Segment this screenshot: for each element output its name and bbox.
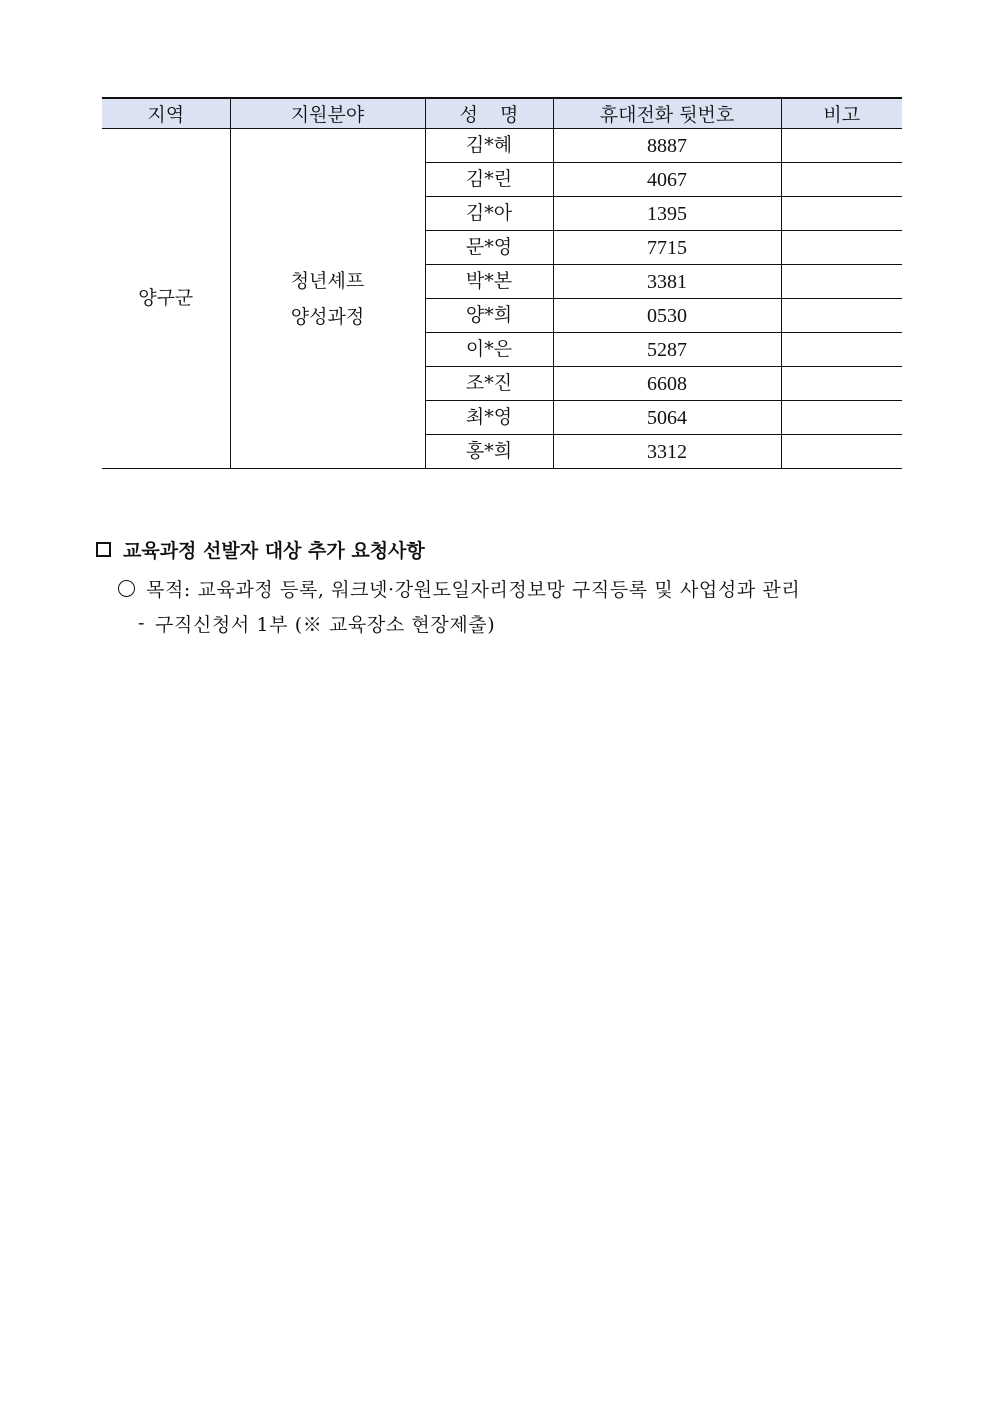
name-cell: 김*린	[425, 163, 553, 197]
document-text: 구직신청서 1부 (※ 교육장소 현장제출)	[155, 613, 496, 636]
note-cell	[781, 231, 902, 265]
field-cell	[230, 129, 425, 469]
name-cell: 문*영	[425, 231, 553, 265]
name-cell: 최*영	[425, 401, 553, 435]
table-row	[102, 129, 902, 163]
note-cell	[781, 129, 902, 163]
phone-cell: 3381	[553, 265, 781, 299]
name-cell: 홍*희	[425, 435, 553, 469]
field-line-2: 양성과정	[290, 305, 365, 328]
phone-cell: 5287	[553, 333, 781, 367]
phone-cell: 1395	[553, 197, 781, 231]
phone-cell: 4067	[553, 163, 781, 197]
trainee-table	[102, 97, 902, 469]
purpose-text: 목적: 교육과정 등록, 워크넷·강원도일자리정보망 구직등록 및 사업성과 관리	[146, 578, 801, 601]
field-line-1: 청년셰프	[290, 269, 365, 292]
section-heading	[96, 534, 902, 564]
name-cell: 박*본	[425, 265, 553, 299]
header-name	[425, 98, 553, 129]
header-name-label: 성명	[459, 104, 541, 126]
header-note: 비고	[781, 98, 902, 129]
circle-bullet-icon	[118, 580, 135, 597]
note-cell	[781, 367, 902, 401]
dash-bullet-icon: -	[138, 612, 146, 634]
phone-cell: 3312	[553, 435, 781, 469]
request-section	[96, 534, 902, 638]
note-cell	[781, 435, 902, 469]
purpose-line	[118, 573, 902, 603]
header-phone: 휴대전화 뒷번호	[553, 98, 781, 129]
phone-cell: 6608	[553, 367, 781, 401]
square-bullet-icon	[96, 542, 111, 557]
phone-cell: 5064	[553, 401, 781, 435]
header-field: 지원분야	[230, 98, 425, 129]
note-cell	[781, 197, 902, 231]
note-cell	[781, 163, 902, 197]
note-cell	[781, 265, 902, 299]
section-title: 교육과정 선발자 대상 추가 요청사항	[123, 539, 425, 562]
region-cell: 양구군	[102, 129, 230, 469]
note-cell	[781, 401, 902, 435]
name-cell: 조*진	[425, 367, 553, 401]
note-cell	[781, 299, 902, 333]
header-region: 지역	[102, 98, 230, 129]
name-cell: 양*희	[425, 299, 553, 333]
name-cell: 김*아	[425, 197, 553, 231]
phone-cell: 7715	[553, 231, 781, 265]
table-header-row	[102, 98, 902, 129]
note-cell	[781, 333, 902, 367]
phone-cell: 0530	[553, 299, 781, 333]
name-cell: 김*혜	[425, 129, 553, 163]
name-cell: 이*은	[425, 333, 553, 367]
document-line	[138, 608, 902, 638]
phone-cell: 8887	[553, 129, 781, 163]
